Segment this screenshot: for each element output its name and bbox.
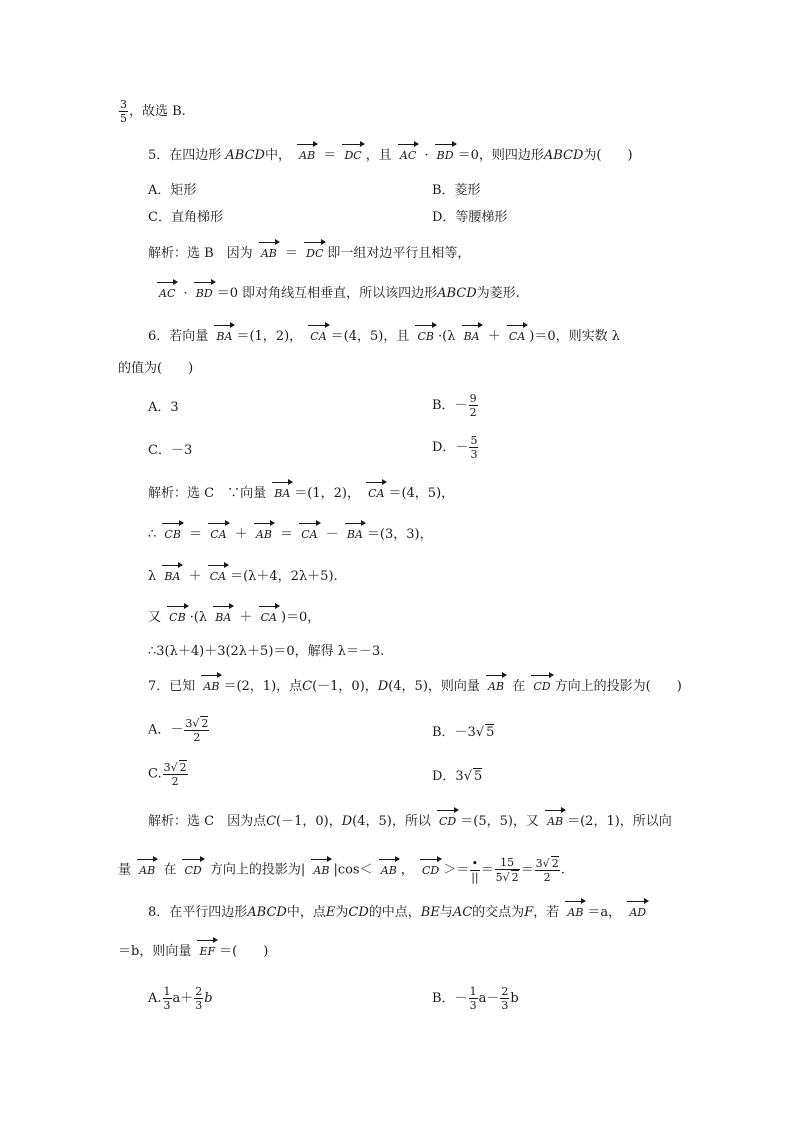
q6-stem: 6．若向量 BA ＝(1，2)， CA ＝(4，5)，且 CB ·(λ BA ＋ CA )＝0，则实数 λ [148,329,620,344]
vector-ba: BA [346,528,363,541]
q5-solution-line2: AC · BD ＝0 即对角线互相垂直，所以该四边形ABCD为菱形. [159,286,520,301]
fraction: $\frac{5}{3}$ [470,434,478,461]
vector-ac: AC [399,149,417,162]
q6-solution-line1: 解析：选 C ∵向量 BA ＝(1，2)， CA ＝(4，5)， [148,486,455,501]
vector-bd: BD [195,287,213,300]
fraction: $\frac{3√ 2}{2}$ [535,857,559,884]
vector-ab: AB [260,247,277,260]
vector-ab: AB [547,815,564,828]
q8-stem-cont: ＝b，则向量 EF ＝( ) [118,944,269,959]
q6-solution-line3: λ BA ＋ CA ＝(λ＋4，2λ＋5). [148,569,338,584]
q5-option-d: D．等腰梯形 [432,210,508,225]
vector-cb: CB [417,330,434,343]
q7-option-b: B．－3√ 5 [432,725,495,740]
vector-bd: BD [436,149,454,162]
fraction: $\frac{1}{3}$ [469,985,477,1012]
prev-answer-line: $\frac{3}{5}$ ，故选 B. [120,98,186,125]
vector-ab: AB [313,863,330,877]
fraction: $\frac{3}{5}$ [120,98,127,125]
vector-ca: CA [209,570,227,583]
vector-ab: AB [567,906,584,919]
q7-option-a: A．－ $\frac{3√ 2}{2}$ [148,717,209,744]
vector-dc: DC [344,149,362,162]
q5-option-b: B．菱形 [432,183,481,198]
q6-solution-line2: ∴ CB ＝ CA ＋ AB ＝ CA － BA ＝(3，3)， [148,527,433,542]
vector-ac: AC [159,287,176,300]
fraction: $\frac{9}{2}$ [469,392,477,419]
vector-cd: CD [533,680,551,693]
vector-ba: BA [274,487,291,500]
fraction: $\frac{15}{5√ 2}$ [495,856,519,884]
q5-stem: 5．在四边形 ABCD中， AB ＝ DC ，且 AC · BD ＝0，则四边形ABCD为( ) [148,148,633,163]
q5-solution-line1: 解析：选 B 因为 AB ＝ DC 即一组对边平行且相等， [148,246,471,261]
q7-option-d: D．3√ 5 [432,769,483,784]
q6-stem-cont: 的值为( ) [118,361,194,376]
q7-solution-line2: 量 AB 在 CD 方向上的投影为| AB |cos＜ AB ， CD ＞＝ $\frac{•}{||}$ ＝ $\frac{15}{5√ 2}$ ＝ $\frac{3√ 2}{2}$ . [118,856,565,884]
fraction: $\frac{3√ 2}{2}$ [163,761,187,788]
vector-cd: CD [421,863,440,877]
q5-option-a: A．矩形 [148,183,197,198]
vector-ab: AB [139,863,156,877]
vector-ba: BA [463,330,480,343]
q7-stem: 7．已知 AB ＝(2，1)，点C(－1，0)，D(4，5)，则向量 AB 在 CD 方向上的投影为( ) [148,679,682,694]
fraction: $\frac{3√ 2}{2}$ [185,717,209,744]
vector-ab: AB [255,528,272,541]
q6-option-b: B．－ $\frac{9}{2}$ [432,392,477,419]
q8-option-a: A. $\frac{1}{3}$ a＋ $\frac{2}{3}$ b [148,985,213,1012]
vector-ca: CA [260,611,277,624]
q6-option-a: A．3 [148,400,179,415]
vector-cd: CD [439,815,457,828]
vector-ba: BA [216,330,233,343]
q7-solution-line1: 解析：选 C 因为点C(－1，0)，D(4，5)，所以 CD ＝(5，5)，又 AB ＝(2，1)，所以向 [148,814,672,829]
q6-option-c: C．－3 [148,443,193,458]
q6-solution-line5: ∴3(λ＋4)＋3(2λ＋5)＝0，解得 λ＝－3. [148,644,385,659]
vector-ab: AB [299,149,316,162]
q6-solution-line4: 又 CB ·(λ BA ＋ CA )＝0， [148,610,321,625]
vector-cb: CB [169,611,186,624]
vector-dc: DC [306,247,324,260]
fraction: $\frac{2}{3}$ [501,985,509,1012]
vector-ef: EF [199,945,216,958]
q8-option-b: B．－ $\frac{1}{3}$ a－ $\frac{2}{3}$ b [432,985,519,1012]
vector-ca: CA [301,528,318,541]
fraction: $\frac{1}{3}$ [163,985,171,1012]
q6-option-d: D．－ $\frac{5}{3}$ [432,434,478,461]
vector-ba: BA [164,570,181,583]
vector-ba: BA [215,611,232,624]
vector-ca: CA [310,330,327,343]
q8-stem: 8．在平行四边形ABCD中，点E为CD的中点，BE与AC的交点为F，若 AB ＝a， AD [148,905,647,920]
vector-cb: CB [164,528,181,541]
vector-ca: CA [210,528,227,541]
vector-ad: AD [629,906,647,919]
q7-option-c: C. $\frac{3√ 2}{2}$ [148,761,187,788]
vector-ab: AB [203,680,220,693]
fraction: $\frac{•}{||}$ [471,856,479,884]
q5-option-c: C．直角梯形 [148,210,223,225]
vector-ab: AB [380,863,397,877]
vector-cd: CD [184,863,202,877]
vector-ca: CA [508,330,526,343]
fraction: $\frac{2}{3}$ [195,985,203,1012]
vector-ca: CA [368,487,385,500]
vector-ab: AB [488,680,505,693]
